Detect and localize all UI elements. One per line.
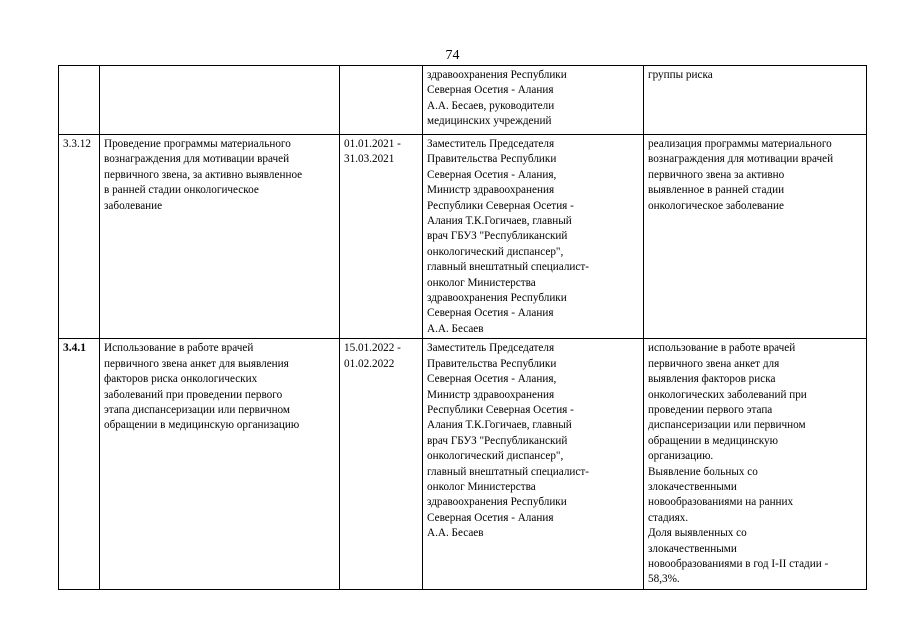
table-row (59, 135, 867, 339)
execution-dates: 01.01.2021 - 31.03.2021 (340, 135, 423, 339)
item-number (59, 66, 100, 135)
expected-result: реализация программы материального вознаграждения для мотивации врачей первичного звена за активно выявленное в ранней стадии онкологическое заболевание (644, 135, 867, 339)
responsible-persons: Заместитель Председателя Правительства Республики Северная Осетия - Алания, Министр здравоохранения Республики Северная Осетия - Алания Т.К.Гогичаев, главный врач ГБУЗ "Республиканский онкологический диспансер", главный внештатный специалист- онколог Министерства здравоохранения Республики Северная Осетия - Алания А.А. Бесаев (423, 135, 644, 339)
table-row (59, 339, 867, 590)
execution-dates: 15.01.2022 - 01.02.2022 (340, 339, 423, 590)
event-description: Проведение программы материального вознаграждения для мотивации врачей первичного звена, за активно выявленное в ранней стадии онкологическое заболевание (100, 135, 340, 339)
expected-result: группы риска (644, 66, 867, 135)
execution-dates (340, 66, 423, 135)
event-description: Использование в работе врачей первичного звена анкет для выявления факторов риска онкологических заболеваний при проведении первого этапа диспансеризации или первичном обращении в медицинскую организацию (100, 339, 340, 590)
table-row (59, 66, 867, 135)
item-number: 3.3.12 (59, 135, 100, 339)
plan-table (58, 65, 867, 590)
responsible-persons: Заместитель Председателя Правительства Республики Северная Осетия - Алания, Министр здравоохранения Республики Северная Осетия - Алания Т.К.Гогичаев, главный врач ГБУЗ "Республиканский онкологический диспансер", главный внештатный специалист- онколог Министерства здравоохранения Республики Северная Осетия - Алания А.А. Бесаев (423, 339, 644, 590)
item-number: 3.4.1 (59, 339, 100, 590)
event-description (100, 66, 340, 135)
expected-result: использование в работе врачей первичного звена анкет для выявления факторов риска онкологических заболеваний при проведении первого этапа диспансеризации или первичном обращении в медицинскую организацию. Выявление больных со злокачественными новообразованиями на ранних стадиях. Доля выявленных со злокачественными новообразованиями в год I-II стадии - 58,3%. (644, 339, 867, 590)
page-number: 74 (445, 48, 460, 63)
responsible-persons: здравоохранения Республики Северная Осетия - Алания А.А. Бесаев, руководители медицинских учреждений (423, 66, 644, 135)
